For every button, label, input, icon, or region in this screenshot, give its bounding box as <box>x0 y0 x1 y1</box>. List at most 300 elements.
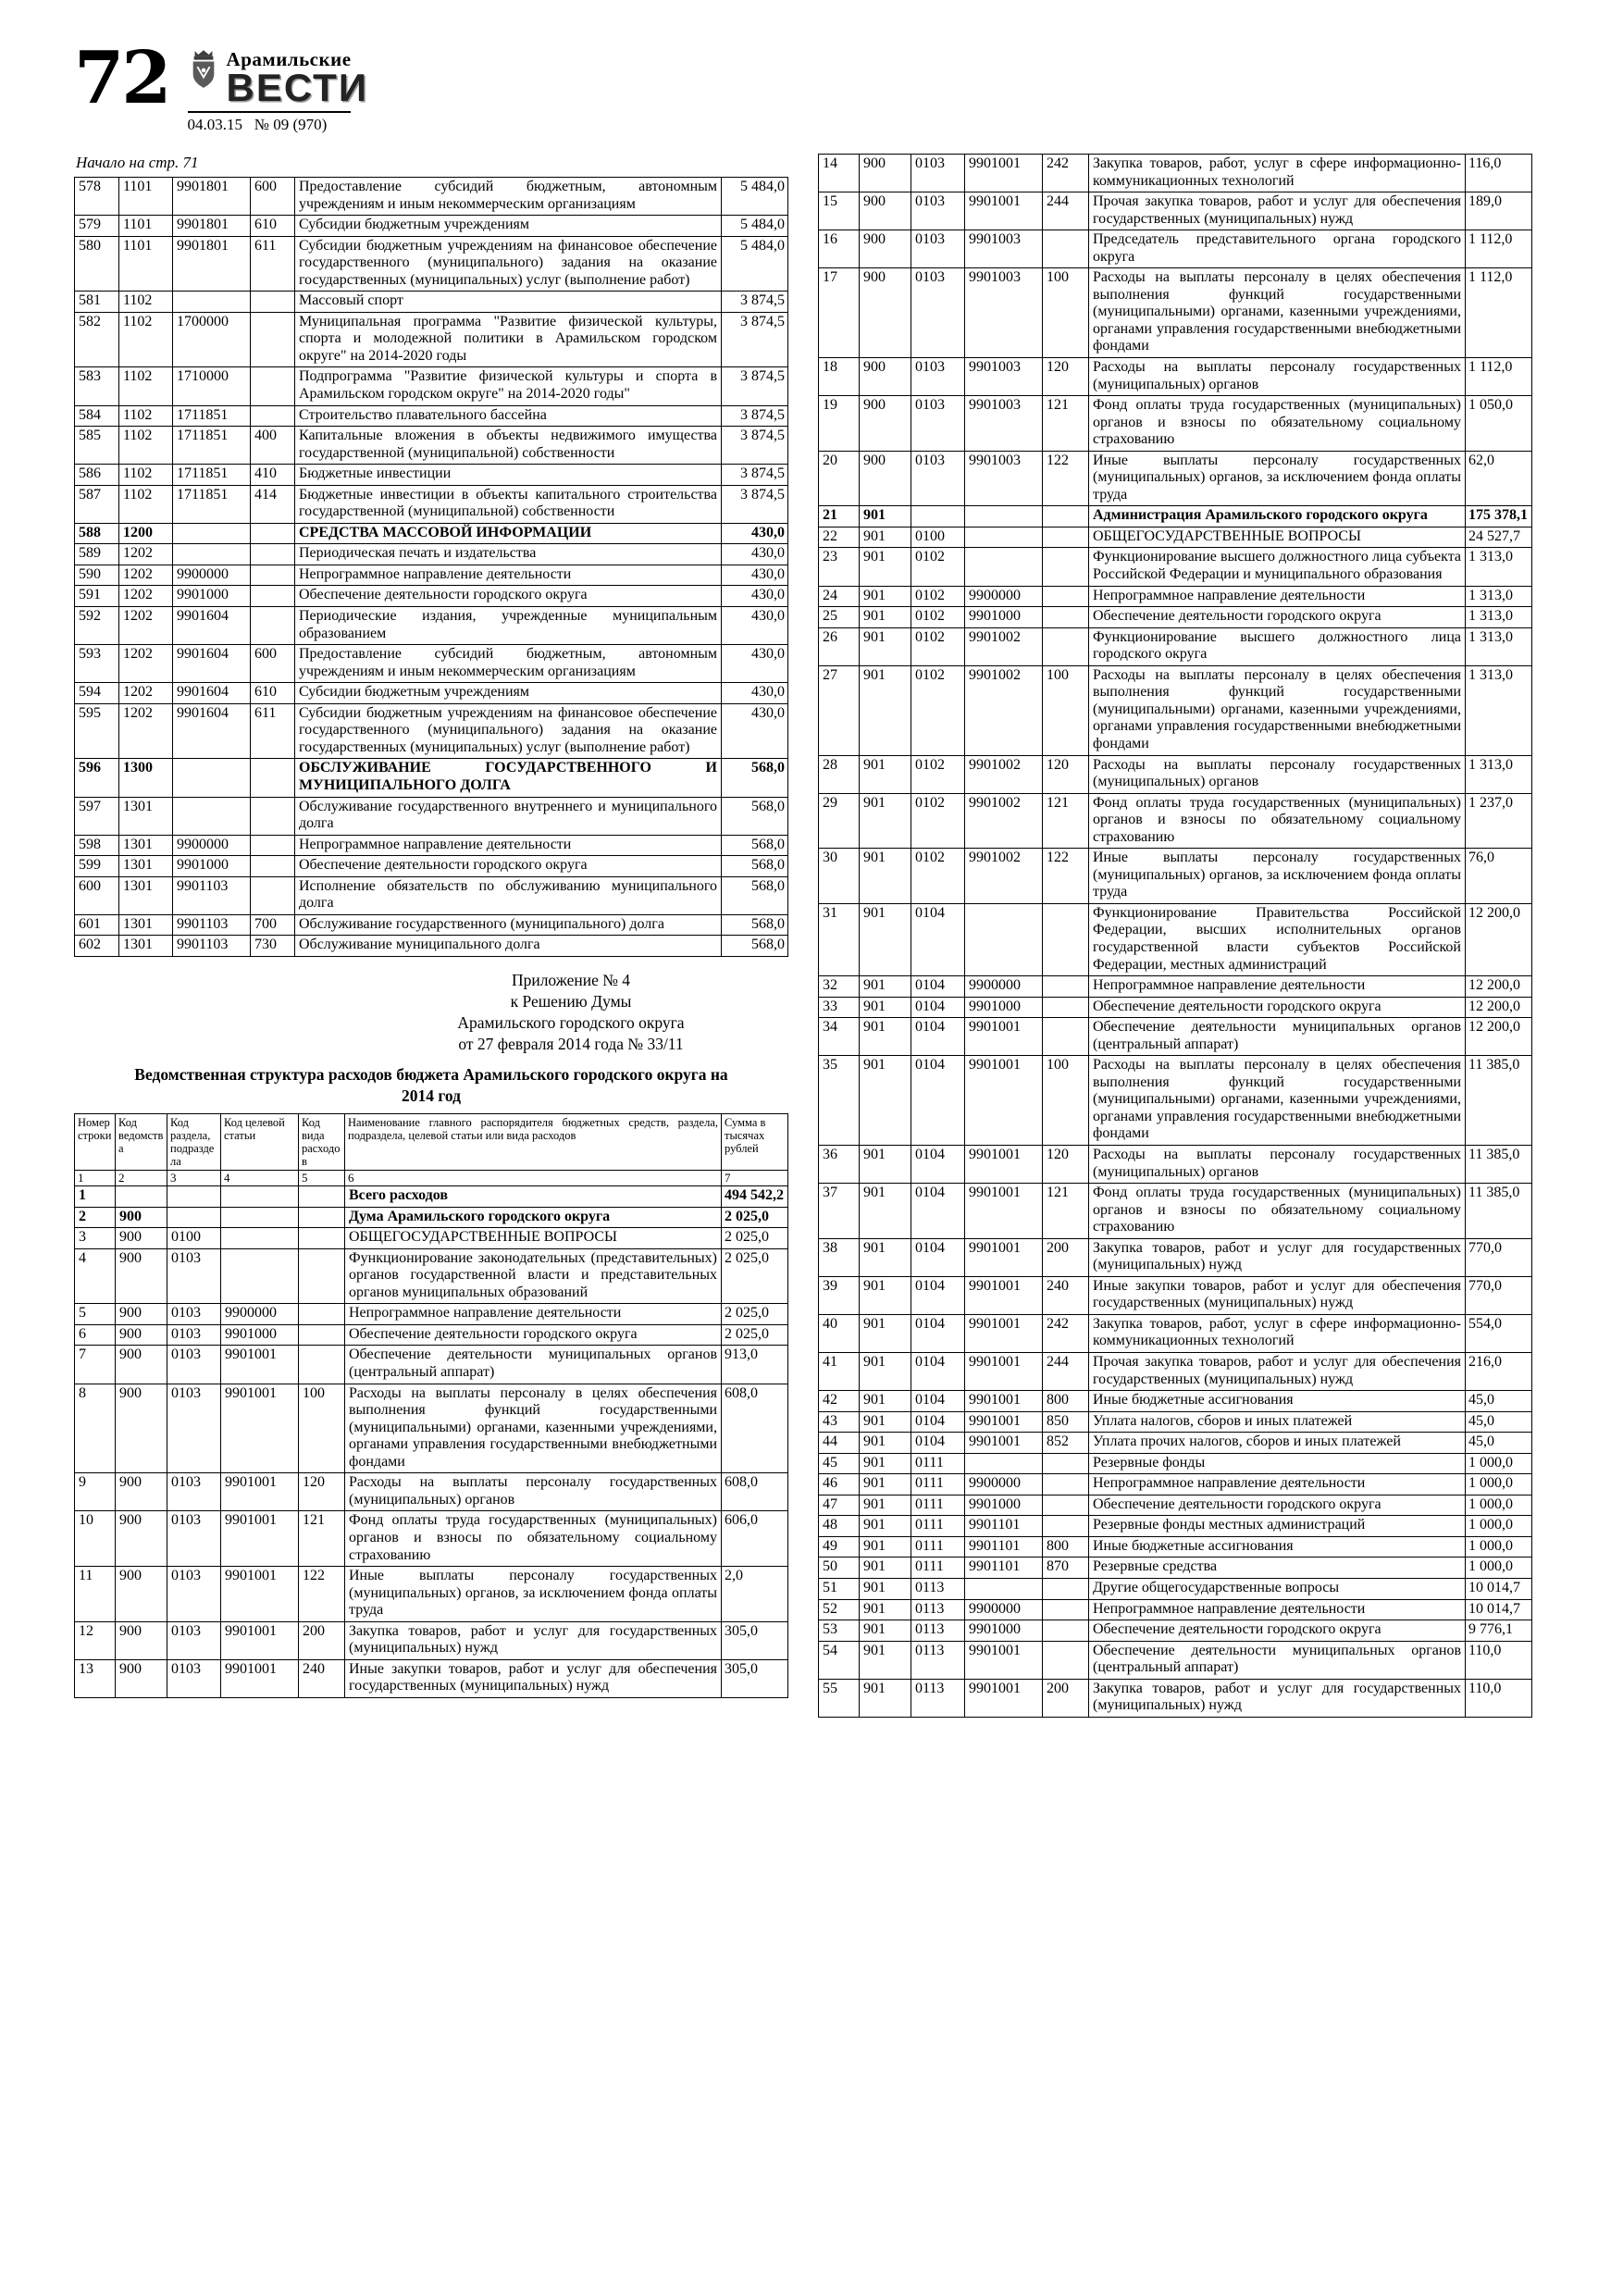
agency-code <box>116 1186 167 1208</box>
agency-code: 901 <box>860 1018 911 1056</box>
row-number: 14 <box>819 155 860 192</box>
right-column <box>818 154 1532 1718</box>
expense-name: Закупка товаров, работ и услуг для государственных (муниципальных) нужд <box>345 1621 722 1659</box>
row-number: 21 <box>819 506 860 527</box>
row-number: 601 <box>75 914 119 936</box>
target-article-code: 9901604 <box>173 703 251 759</box>
expense-name: Прочая закупка товаров, работ и услуг для обеспечения государственных (муниципальных) нужд <box>1089 192 1466 230</box>
section-code: 0103 <box>911 451 965 506</box>
row-number: 590 <box>75 565 119 586</box>
table-row <box>819 1276 1532 1314</box>
expense-name: Функционирование Правительства Российской Федерации, высших исполнительных органов государственной власти субъектов Российской Федерации, местных администраций <box>1089 903 1466 975</box>
target-article-code <box>965 506 1043 527</box>
row-number: 42 <box>819 1391 860 1412</box>
row-number: 28 <box>819 755 860 793</box>
expense-name: Обслуживание государственного внутреннего и муниципального долга <box>295 797 722 835</box>
row-number: 6 <box>75 1324 116 1346</box>
header-cell: Сумма в тысячах рублей <box>722 1114 788 1171</box>
amount: 1 112,0 <box>1466 230 1532 268</box>
amount: 2 025,0 <box>722 1207 788 1228</box>
row-number: 598 <box>75 835 119 856</box>
agency-code: 901 <box>860 665 911 755</box>
table-row <box>75 703 788 759</box>
expense-type-code: 120 <box>1043 358 1089 396</box>
header-cell: Код целевой статьи <box>221 1114 299 1171</box>
expense-type-code <box>251 405 295 427</box>
amount: 568,0 <box>722 856 788 877</box>
agency-code: 900 <box>116 1621 167 1659</box>
target-article-code <box>965 1579 1043 1600</box>
expense-type-code: 611 <box>251 236 295 292</box>
expense-name: Непрограммное направление деятельности <box>345 1304 722 1325</box>
agency-code: 901 <box>860 903 911 975</box>
row-number: 38 <box>819 1238 860 1276</box>
amount: 76,0 <box>1466 849 1532 904</box>
agency-code: 900 <box>116 1207 167 1228</box>
row-number: 34 <box>819 1018 860 1056</box>
agency-code: 900 <box>860 230 911 268</box>
table-row <box>75 914 788 936</box>
section-code: 0113 <box>911 1579 965 1600</box>
table-row <box>819 1391 1532 1412</box>
content-columns <box>74 154 1562 1718</box>
expense-type-code: 800 <box>1043 1391 1089 1412</box>
table-row <box>819 1353 1532 1391</box>
target-article-code: 9901001 <box>965 1679 1043 1717</box>
section-code: 0103 <box>911 358 965 396</box>
section-code: 0104 <box>911 997 965 1018</box>
agency-code: 901 <box>860 1516 911 1537</box>
expense-name: Расходы на выплаты персоналу в целях обеспечения выполнения функций государственными (муниципальными) органами, казенными учреждениями, органами управления государственными внебюджетными фондами <box>345 1384 722 1473</box>
table-row <box>819 1145 1532 1183</box>
row-number: 48 <box>819 1516 860 1537</box>
target-article-code: 9900000 <box>173 835 251 856</box>
expense-type-code: 400 <box>251 427 295 465</box>
agency-code: 900 <box>860 155 911 192</box>
agency-code: 901 <box>860 1433 911 1454</box>
target-article-code: 1700000 <box>173 312 251 367</box>
row-number: 44 <box>819 1433 860 1454</box>
target-article-code <box>173 544 251 565</box>
table-row <box>75 797 788 835</box>
section-code: 1102 <box>119 465 173 486</box>
amount: 430,0 <box>722 544 788 565</box>
section-code: 0103 <box>167 1304 221 1325</box>
table-row <box>75 1621 788 1659</box>
table-row <box>819 1018 1532 1056</box>
agency-code: 901 <box>860 1536 911 1558</box>
expense-name: Бюджетные инвестиции в объекты капитального строительства государственной (муниципальной) собственности <box>295 485 722 523</box>
expense-type-code <box>251 856 295 877</box>
row-number: 24 <box>819 586 860 607</box>
target-article-code: 9901000 <box>173 586 251 607</box>
target-article-code <box>965 1453 1043 1474</box>
expense-type-code <box>1043 1641 1089 1679</box>
left-column <box>74 154 788 1698</box>
expense-type-code <box>1043 997 1089 1018</box>
table-row <box>75 485 788 523</box>
amount: 2 025,0 <box>722 1228 788 1249</box>
target-article-code: 9901003 <box>965 358 1043 396</box>
row-number: 55 <box>819 1679 860 1717</box>
amount: 606,0 <box>722 1511 788 1567</box>
table-row <box>819 1184 1532 1239</box>
section-code: 0103 <box>911 192 965 230</box>
table-row <box>819 1536 1532 1558</box>
table-row <box>75 1304 788 1325</box>
amount: 11 385,0 <box>1466 1056 1532 1146</box>
amount: 430,0 <box>722 607 788 645</box>
amount: 430,0 <box>722 565 788 586</box>
section-code: 0102 <box>911 586 965 607</box>
expense-name: Обеспечение деятельности городского округа <box>1089 1620 1466 1642</box>
column-number-cell: 3 <box>167 1171 221 1186</box>
row-number: 30 <box>819 849 860 904</box>
target-article-code: 9901000 <box>965 607 1043 628</box>
expense-type-code <box>251 876 295 914</box>
target-article-code: 9901003 <box>965 396 1043 452</box>
amount: 45,0 <box>1466 1433 1532 1454</box>
row-number: 578 <box>75 178 119 216</box>
table-row <box>75 236 788 292</box>
target-article-code: 9901001 <box>965 1276 1043 1314</box>
amount: 1 000,0 <box>1466 1495 1532 1516</box>
expense-name: Обслуживание муниципального долга <box>295 936 722 957</box>
table-row <box>75 607 788 645</box>
agency-code: 901 <box>860 1276 911 1314</box>
target-article-code: 9901002 <box>965 665 1043 755</box>
expense-type-code: 100 <box>299 1384 345 1473</box>
table-row <box>75 683 788 704</box>
expense-type-code: 240 <box>299 1659 345 1697</box>
section-code: 1202 <box>119 607 173 645</box>
expense-type-code: 244 <box>1043 192 1089 230</box>
row-number: 592 <box>75 607 119 645</box>
target-article-code: 9900000 <box>221 1304 299 1325</box>
expense-name: Обеспечение деятельности муниципальных органов (центральный аппарат) <box>1089 1018 1466 1056</box>
section-code: 0102 <box>911 849 965 904</box>
expense-name: Предоставление субсидий бюджетным, автономным учреждениям и иным некоммерческим организациям <box>295 645 722 683</box>
section-code: 1301 <box>119 936 173 957</box>
target-article-code: 9901001 <box>965 1391 1043 1412</box>
expense-name: Функционирование высшего должностного лица субъекта Российской Федерации и муниципального образования <box>1089 548 1466 586</box>
section-code: 0102 <box>911 607 965 628</box>
target-article-code: 9901003 <box>965 230 1043 268</box>
target-article-code: 9901000 <box>965 1620 1043 1642</box>
header-cell: Код раздела, подраздела <box>167 1114 221 1171</box>
row-number: 15 <box>819 192 860 230</box>
brand-block <box>188 48 368 134</box>
section-code: 0102 <box>911 665 965 755</box>
amount: 1 000,0 <box>1466 1474 1532 1496</box>
expense-type-code: 242 <box>1043 1314 1089 1352</box>
amount: 1 112,0 <box>1466 358 1532 396</box>
table-row <box>819 1474 1532 1496</box>
expense-type-code <box>299 1186 345 1208</box>
expense-name: Администрация Арамильского городского округа <box>1089 506 1466 527</box>
agency-code: 901 <box>860 1495 911 1516</box>
expense-name: Обеспечение деятельности муниципальных органов (центральный аппарат) <box>345 1346 722 1384</box>
section-code: 1301 <box>119 856 173 877</box>
amount: 216,0 <box>1466 1353 1532 1391</box>
section-code: 1301 <box>119 876 173 914</box>
table-row <box>75 367 788 405</box>
row-number: 12 <box>75 1621 116 1659</box>
expense-name: Уплата налогов, сборов и иных платежей <box>1089 1411 1466 1433</box>
section-code: 1202 <box>119 565 173 586</box>
target-article-code: 9901001 <box>965 1018 1043 1056</box>
section-code: 0102 <box>911 793 965 849</box>
expense-type-code: 242 <box>1043 155 1089 192</box>
table-row <box>819 1411 1532 1433</box>
expense-name: Бюджетные инвестиции <box>295 465 722 486</box>
target-article-code <box>965 548 1043 586</box>
department-structure-table-right <box>818 154 1532 1718</box>
header-cell: Код ведомства <box>116 1114 167 1171</box>
amount: 9 776,1 <box>1466 1620 1532 1642</box>
row-number: 584 <box>75 405 119 427</box>
section-code: 0104 <box>911 1238 965 1276</box>
amount: 3 874,5 <box>722 485 788 523</box>
expense-name: Фонд оплаты труда государственных (муниципальных) органов и взносы по обязательному социальному страхованию <box>1089 1184 1466 1239</box>
target-article-code: 9901001 <box>965 1314 1043 1352</box>
target-article-code: 9901000 <box>965 997 1043 1018</box>
amount: 12 200,0 <box>1466 976 1532 998</box>
header-cell: Код вида расходов <box>299 1114 345 1171</box>
expense-type-code: 610 <box>251 216 295 237</box>
column-number-cell: 1 <box>75 1171 116 1186</box>
amount: 1 112,0 <box>1466 268 1532 358</box>
agency-code: 901 <box>860 548 911 586</box>
amount: 770,0 <box>1466 1276 1532 1314</box>
expense-type-code: 200 <box>299 1621 345 1659</box>
row-number: 31 <box>819 903 860 975</box>
section-code: 0104 <box>911 903 965 975</box>
column-numbering-row <box>75 1171 788 1186</box>
expense-type-code <box>251 607 295 645</box>
amount: 1 237,0 <box>1466 793 1532 849</box>
expense-type-code <box>1043 1018 1089 1056</box>
row-number: 46 <box>819 1474 860 1496</box>
amount: 3 874,5 <box>722 465 788 486</box>
table-row <box>819 192 1532 230</box>
row-number: 11 <box>75 1567 116 1622</box>
table-row <box>75 1659 788 1697</box>
section-code: 0102 <box>911 755 965 793</box>
amount: 12 200,0 <box>1466 1018 1532 1056</box>
expense-name: Строительство плавательного бассейна <box>295 405 722 427</box>
section-code: 0104 <box>911 1391 965 1412</box>
row-number: 20 <box>819 451 860 506</box>
expense-type-code <box>1043 1579 1089 1600</box>
target-article-code <box>173 759 251 797</box>
amount: 3 874,5 <box>722 405 788 427</box>
expense-name: Расходы на выплаты персоналу государственных (муниципальных) органов <box>345 1473 722 1511</box>
target-article-code: 1711851 <box>173 405 251 427</box>
expense-name: Председатель представительного органа городского округа <box>1089 230 1466 268</box>
column-number-cell: 2 <box>116 1171 167 1186</box>
target-article-code: 9900000 <box>965 1474 1043 1496</box>
amount: 5 484,0 <box>722 216 788 237</box>
target-article-code: 9901001 <box>965 1145 1043 1183</box>
row-number: 1 <box>75 1186 116 1208</box>
amount: 305,0 <box>722 1659 788 1697</box>
row-number: 39 <box>819 1276 860 1314</box>
expense-name: Иные закупки товаров, работ и услуг для обеспечения государственных (муниципальных) нужд <box>345 1659 722 1697</box>
target-article-code: 9901001 <box>965 155 1043 192</box>
section-code: 0103 <box>167 1567 221 1622</box>
table-row <box>75 1207 788 1228</box>
section-code: 1102 <box>119 292 173 313</box>
row-number: 580 <box>75 236 119 292</box>
row-number: 32 <box>819 976 860 998</box>
row-number: 51 <box>819 1579 860 1600</box>
expense-type-code <box>251 835 295 856</box>
section-code: 0104 <box>911 1184 965 1239</box>
target-article-code <box>173 292 251 313</box>
target-article-code: 9901001 <box>221 1511 299 1567</box>
amount: 430,0 <box>722 683 788 704</box>
agency-code: 901 <box>860 1238 911 1276</box>
expense-type-code: 122 <box>1043 849 1089 904</box>
table-row <box>75 427 788 465</box>
row-number: 588 <box>75 523 119 544</box>
section-code: 0102 <box>911 627 965 665</box>
section-code: 0104 <box>911 1276 965 1314</box>
coat-of-arms-icon <box>188 48 219 91</box>
agency-code: 901 <box>860 1579 911 1600</box>
row-number: 8 <box>75 1384 116 1473</box>
table-row <box>75 178 788 216</box>
amount: 3 874,5 <box>722 292 788 313</box>
section-code: 0103 <box>911 396 965 452</box>
amount: 5 484,0 <box>722 178 788 216</box>
amount: 568,0 <box>722 759 788 797</box>
expense-name: Прочая закупка товаров, работ и услуг для обеспечения государственных (муниципальных) нужд <box>1089 1353 1466 1391</box>
agency-code: 900 <box>860 192 911 230</box>
expense-type-code <box>1043 607 1089 628</box>
agency-code: 900 <box>860 358 911 396</box>
table-row <box>75 1346 788 1384</box>
row-number: 19 <box>819 396 860 452</box>
target-article-code: 9901001 <box>221 1384 299 1473</box>
expense-type-code: 730 <box>251 936 295 957</box>
agency-code: 901 <box>860 1474 911 1496</box>
expense-type-code: 800 <box>1043 1536 1089 1558</box>
agency-code: 900 <box>116 1511 167 1567</box>
amount: 568,0 <box>722 876 788 914</box>
target-article-code: 9901001 <box>221 1473 299 1511</box>
row-number: 45 <box>819 1453 860 1474</box>
target-article-code: 9901103 <box>173 914 251 936</box>
section-code: 0104 <box>911 1056 965 1146</box>
expense-name: ОБЩЕГОСУДАРСТВЕННЫЕ ВОПРОСЫ <box>1089 527 1466 548</box>
agency-code: 900 <box>116 1659 167 1697</box>
table-row <box>75 1567 788 1622</box>
target-article-code: 9901002 <box>965 627 1043 665</box>
amount: 430,0 <box>722 703 788 759</box>
target-article-code: 9901604 <box>173 607 251 645</box>
expense-type-code <box>1043 506 1089 527</box>
expense-name: Обеспечение деятельности муниципальных органов (центральный аппарат) <box>1089 1641 1466 1679</box>
row-number: 600 <box>75 876 119 914</box>
amount: 11 385,0 <box>1466 1145 1532 1183</box>
row-number: 35 <box>819 1056 860 1146</box>
appendix-line: к Решению Думы <box>510 991 632 1011</box>
expense-type-code <box>1043 903 1089 975</box>
table-row <box>75 1324 788 1346</box>
row-number: 10 <box>75 1511 116 1567</box>
appendix-line: Арамильского городского округа <box>457 1013 685 1033</box>
section-code: 0113 <box>911 1641 965 1679</box>
section-code: 0103 <box>167 1511 221 1567</box>
amount: 1 313,0 <box>1466 586 1532 607</box>
expense-name: ОБЩЕГОСУДАРСТВЕННЫЕ ВОПРОСЫ <box>345 1228 722 1249</box>
header-cell: Наименование главного распорядителя бюджетных средств, раздела, подраздела, целевой статьи или вида расходов <box>345 1114 722 1171</box>
section-code: 0100 <box>167 1228 221 1249</box>
table-row <box>819 1314 1532 1352</box>
amount: 608,0 <box>722 1384 788 1473</box>
agency-code: 901 <box>860 793 911 849</box>
target-article-code: 9901801 <box>173 216 251 237</box>
amount: 1 313,0 <box>1466 627 1532 665</box>
section-code: 0104 <box>911 1145 965 1183</box>
table-row <box>819 607 1532 628</box>
row-number: 16 <box>819 230 860 268</box>
table-row <box>75 876 788 914</box>
table-row <box>75 465 788 486</box>
section-code: 0111 <box>911 1453 965 1474</box>
table-row <box>819 1641 1532 1679</box>
row-number: 581 <box>75 292 119 313</box>
expense-name: Иные бюджетные ассигнования <box>1089 1536 1466 1558</box>
section-code: 1102 <box>119 312 173 367</box>
section-code: 0103 <box>167 1346 221 1384</box>
row-number: 585 <box>75 427 119 465</box>
amount: 568,0 <box>722 936 788 957</box>
amount: 608,0 <box>722 1473 788 1511</box>
agency-code: 901 <box>860 527 911 548</box>
row-number: 597 <box>75 797 119 835</box>
target-article-code <box>965 527 1043 548</box>
target-article-code: 9901001 <box>965 192 1043 230</box>
row-number: 579 <box>75 216 119 237</box>
row-number: 47 <box>819 1495 860 1516</box>
expense-name: Непрограммное направление деятельности <box>1089 1474 1466 1496</box>
amount: 3 874,5 <box>722 427 788 465</box>
target-article-code: 9901103 <box>173 936 251 957</box>
row-number: 41 <box>819 1353 860 1391</box>
agency-code: 900 <box>116 1324 167 1346</box>
agency-code: 900 <box>860 396 911 452</box>
row-number: 53 <box>819 1620 860 1642</box>
row-number: 591 <box>75 586 119 607</box>
section-code: 1202 <box>119 586 173 607</box>
target-article-code: 9901001 <box>221 1621 299 1659</box>
row-number: 594 <box>75 683 119 704</box>
expense-name: Закупка товаров, работ и услуг для государственных (муниципальных) нужд <box>1089 1679 1466 1717</box>
amount: 45,0 <box>1466 1391 1532 1412</box>
agency-code: 901 <box>860 506 911 527</box>
expense-name: Фонд оплаты труда государственных (муниципальных) органов и взносы по обязательному социальному страхованию <box>1089 793 1466 849</box>
expense-name: Резервные фонды <box>1089 1453 1466 1474</box>
table-row <box>75 565 788 586</box>
section-code: 0103 <box>911 155 965 192</box>
table-row <box>75 523 788 544</box>
table-row <box>819 903 1532 975</box>
table-row <box>75 292 788 313</box>
agency-code: 901 <box>860 1620 911 1642</box>
